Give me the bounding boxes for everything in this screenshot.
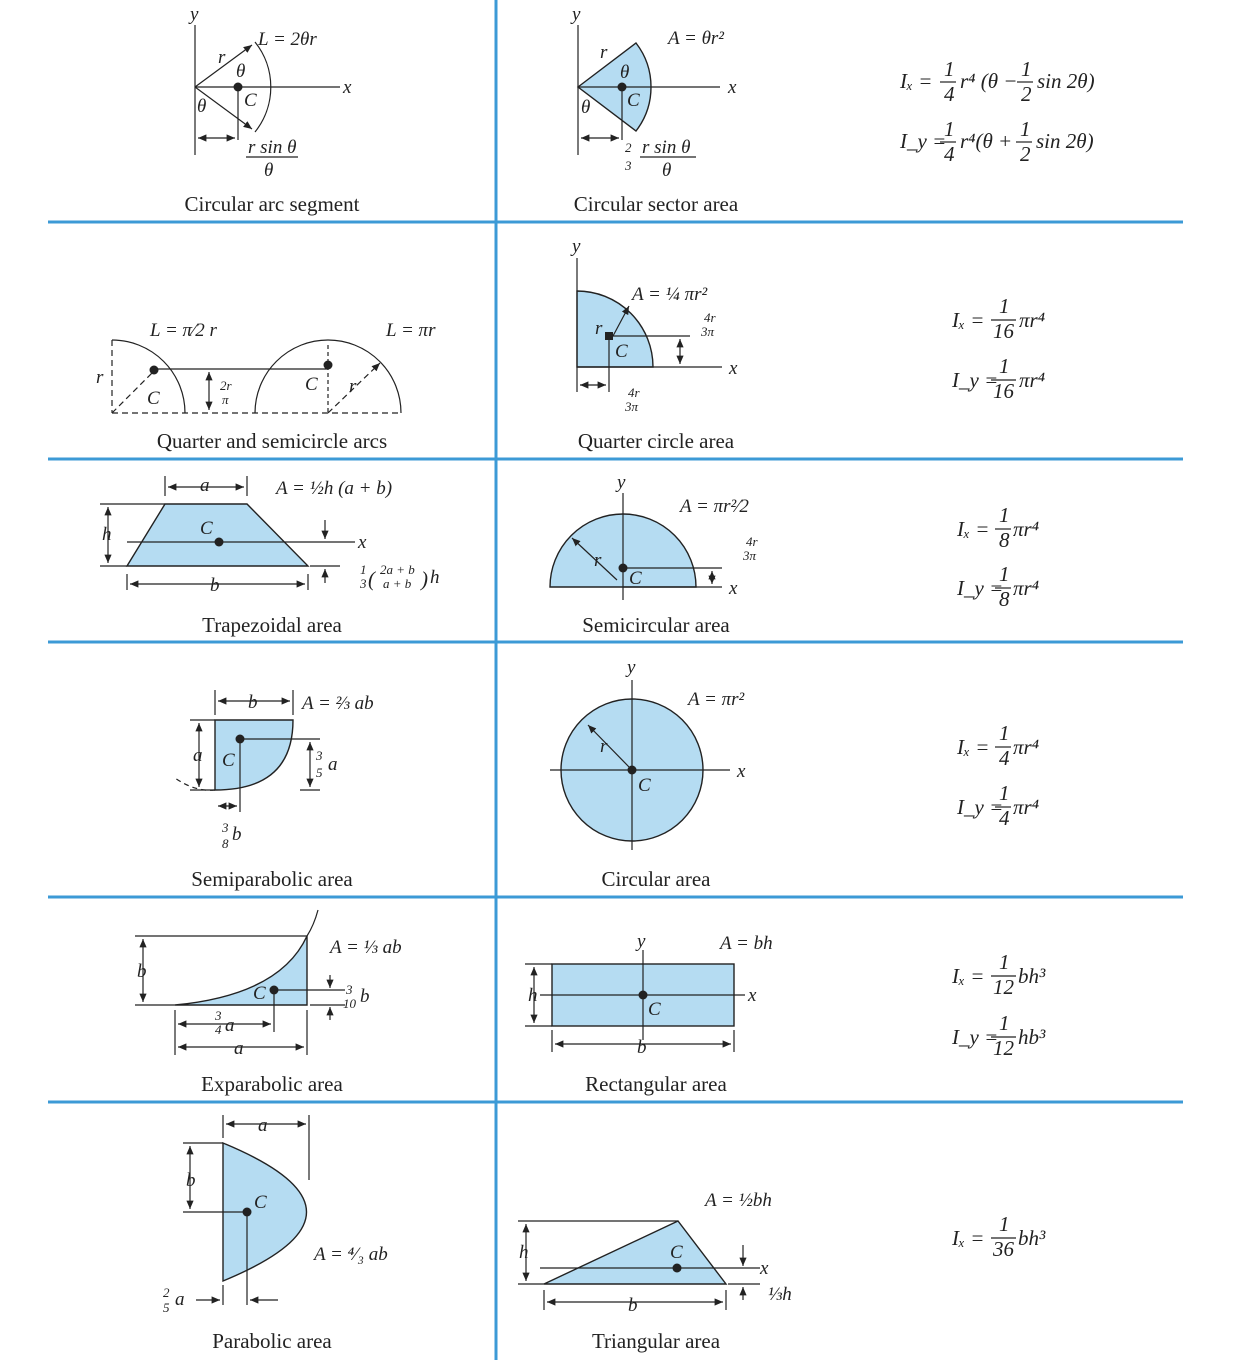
x-label: x — [729, 578, 738, 599]
svg-text:hb³: hb³ — [1018, 1025, 1046, 1049]
dim-numerator: r sin θ — [248, 137, 297, 158]
dim-a-denominator: 4 — [215, 1022, 222, 1037]
centroid-label: C — [627, 90, 640, 111]
svg-text:Iₓ =: Iₓ = — [952, 964, 985, 988]
x-label: x — [343, 77, 352, 98]
h-label: h — [528, 985, 538, 1006]
b-label: b — [628, 1295, 638, 1316]
x-label: x — [748, 985, 757, 1006]
caption-semiparabolic: Semiparabolic area — [191, 867, 353, 891]
svg-text:r⁴(θ +: r⁴(θ + — [960, 129, 1013, 153]
caption-circle: Circular area — [601, 867, 711, 891]
svg-text:1: 1 — [999, 562, 1010, 586]
x-label: x — [737, 761, 746, 782]
quarter-circle-figure — [570, 236, 738, 414]
row5-formulas — [951, 950, 1046, 1060]
svg-text:Iₓ =: Iₓ = — [900, 69, 933, 93]
svg-text:1: 1 — [999, 294, 1010, 318]
caption-sector: Circular sector area — [573, 192, 739, 216]
svg-text:Iₓ =: Iₓ = — [952, 308, 985, 332]
dim-tail: a — [175, 1289, 185, 1310]
x-label: x — [358, 532, 367, 553]
svg-text:I_y =: I_y = — [952, 368, 999, 392]
L2-label: L = πr — [386, 320, 436, 341]
svg-text:(: ( — [368, 567, 375, 591]
svg-text:8: 8 — [999, 587, 1010, 611]
theta-top-label: θ — [620, 62, 630, 83]
svg-text:1: 1 — [999, 1212, 1010, 1236]
caption-triangle: Triangular area — [591, 1329, 721, 1353]
svg-text:1: 1 — [999, 950, 1010, 974]
dim-a-denominator: 5 — [316, 765, 323, 780]
dim-b-numerator: 3 — [346, 982, 353, 997]
svg-text:1: 1 — [944, 57, 955, 81]
radius-label: r — [218, 47, 226, 68]
svg-text:I_y =: I_y = — [957, 576, 1004, 600]
svg-text:Iₓ =: Iₓ = — [957, 517, 990, 541]
b-label: b — [248, 692, 258, 713]
a-label: a — [200, 475, 210, 496]
svg-text:πr⁴: πr⁴ — [1013, 735, 1039, 759]
dim-denominator: π — [222, 392, 229, 407]
caption-rectangle: Rectangular area — [585, 1072, 727, 1096]
paren-denominator: a + b — [383, 576, 412, 591]
radius-label: r — [595, 318, 603, 339]
area-label: A = ¼ πr² — [632, 284, 708, 305]
semiparabolic-figure — [175, 690, 374, 851]
svg-text:πr⁴: πr⁴ — [1013, 517, 1039, 541]
svg-text:1: 1 — [999, 503, 1010, 527]
theta-bottom-label: θ — [581, 97, 591, 118]
frac-denominator: 3 — [625, 158, 632, 173]
rectangle-figure — [525, 931, 773, 1058]
dim-denominator: 5 — [163, 1300, 170, 1315]
dim-numerator: 2 — [163, 1285, 170, 1300]
theta-top-label: θ — [236, 61, 246, 82]
area-label: A = πr² — [688, 689, 745, 710]
svg-text:12: 12 — [993, 975, 1014, 999]
dim-numerator: 4r — [746, 534, 758, 549]
frac-denominator: 3 — [360, 576, 367, 591]
dim-b-denominator: 10 — [343, 996, 356, 1011]
y-label: y — [572, 236, 581, 257]
svg-text:4: 4 — [944, 82, 955, 106]
svg-text:πr⁴: πr⁴ — [1019, 308, 1045, 332]
caption-quarter-circle: Quarter circle area — [577, 429, 735, 453]
dim-b-tail: b — [232, 824, 242, 845]
svg-text:1: 1 — [999, 1011, 1010, 1035]
dim-b-tail: b — [360, 986, 370, 1007]
caption-semicircle: Semicircular area — [582, 613, 730, 637]
b-label: b — [210, 575, 220, 596]
dim2-numerator: 4r — [628, 385, 640, 400]
svg-text:Iₓ =: Iₓ = — [957, 735, 990, 759]
dim-b-numerator: 3 — [222, 820, 229, 835]
centroid-label: C — [648, 999, 661, 1020]
quarter-semicircle-arcs-figure — [96, 320, 436, 413]
third-h-label: ⅓h — [768, 1284, 792, 1305]
area-label: A = ⅔ ab — [302, 693, 374, 714]
dim-b-denominator: 8 — [222, 836, 229, 851]
svg-text:1: 1 — [999, 721, 1010, 745]
dim-a-tail: a — [225, 1015, 235, 1036]
h-label: h — [102, 524, 112, 545]
circle-figure — [550, 657, 746, 850]
h-tail-label: h — [430, 567, 440, 588]
caption-exparabolic: Exparabolic area — [201, 1072, 343, 1096]
centroid-label: C — [615, 341, 628, 362]
radius-label: r — [600, 42, 608, 63]
b-label: b — [137, 961, 147, 982]
caption-quarter-semicircle: Quarter and semicircle arcs — [156, 429, 388, 453]
centroid-label: C — [638, 775, 651, 796]
svg-text:2: 2 — [1021, 82, 1032, 106]
svg-text:πr⁴: πr⁴ — [1013, 576, 1039, 600]
svg-text:I_y =: I_y = — [952, 1025, 999, 1049]
dim-numerator: 4r — [704, 310, 716, 325]
svg-text:1: 1 — [1021, 57, 1032, 81]
row1-formulas — [899, 57, 1095, 166]
row3-formulas — [956, 503, 1039, 611]
y-label: y — [637, 931, 646, 952]
length-label: L = 2θr — [258, 29, 317, 50]
x-label: x — [728, 77, 737, 98]
theta-bottom-label: θ — [197, 96, 207, 117]
svg-text:8: 8 — [999, 528, 1010, 552]
paren-numerator: 2a + b — [380, 562, 415, 577]
centroid-label: C — [222, 750, 235, 771]
radius-label: r — [594, 550, 602, 571]
svg-text:πr⁴: πr⁴ — [1019, 368, 1045, 392]
row6-formulas — [951, 1212, 1046, 1261]
area-label: A = πr²⁄2 — [680, 496, 749, 517]
frac-numerator: 2 — [625, 140, 632, 155]
centroid-label: C — [244, 90, 257, 111]
a-label: a — [234, 1038, 244, 1059]
svg-text:1: 1 — [999, 354, 1010, 378]
dim-denominator: θ — [264, 160, 274, 181]
svg-text:sin 2θ): sin 2θ) — [1036, 129, 1094, 153]
svg-text:): ) — [421, 567, 428, 591]
svg-text:1: 1 — [999, 781, 1010, 805]
y-label: y — [617, 472, 626, 493]
svg-text:I_y =: I_y = — [957, 795, 1004, 819]
area-label: A = bh — [720, 933, 773, 954]
svg-text:πr⁴: πr⁴ — [1013, 795, 1039, 819]
svg-text:16: 16 — [993, 379, 1014, 403]
dim-numerator: 2r — [220, 378, 232, 393]
svg-text:1: 1 — [944, 117, 955, 141]
centroid-1-label: C — [147, 388, 160, 409]
svg-text:4: 4 — [999, 806, 1010, 830]
r-right-label: r — [349, 376, 357, 397]
area-label: A = ½h (a + b) — [276, 478, 393, 499]
y-label: y — [572, 4, 581, 25]
parabolic-figure — [163, 1115, 388, 1315]
centroid-label: C — [670, 1242, 683, 1263]
dim-numerator: r sin θ — [642, 137, 691, 158]
svg-text:I_y =: I_y = — [900, 129, 947, 153]
L1-label: L = π⁄2 r — [150, 320, 217, 341]
dim-denominator: 3π — [743, 548, 757, 563]
svg-text:sin 2θ): sin 2θ) — [1037, 69, 1095, 93]
x-label: x — [760, 1258, 769, 1279]
arc-segment-figure — [188, 4, 352, 181]
triangle-figure — [518, 1190, 792, 1316]
exparabolic-figure — [135, 910, 402, 1059]
a-label: a — [258, 1115, 268, 1136]
y-label: y — [190, 4, 199, 25]
radius-label: r — [600, 736, 608, 757]
svg-text:4: 4 — [944, 142, 955, 166]
r-left-label: r — [96, 367, 104, 388]
frac-numerator: 1 — [360, 562, 367, 577]
area-label: A = ⅓ ab — [330, 937, 402, 958]
centroid-2-label: C — [305, 374, 318, 395]
a-label: a — [193, 745, 203, 766]
b-label: b — [186, 1170, 196, 1191]
svg-text:bh³: bh³ — [1018, 964, 1046, 988]
row4-formulas — [956, 721, 1039, 830]
svg-text:1: 1 — [1020, 117, 1031, 141]
semicircle-figure — [550, 472, 759, 600]
svg-text:bh³: bh³ — [1018, 1226, 1046, 1250]
trapezoid-figure — [100, 475, 440, 596]
area-label: A = ⁴⁄₃ ab — [314, 1244, 388, 1265]
sector-figure — [570, 4, 737, 181]
area-label: A = θr² — [668, 28, 725, 49]
dim-a-tail: a — [328, 754, 338, 775]
dim-a-numerator: 3 — [215, 1008, 222, 1023]
svg-text:r⁴ (θ −: r⁴ (θ − — [960, 69, 1018, 93]
svg-text:12: 12 — [993, 1036, 1014, 1060]
centroid-label: C — [254, 1192, 267, 1213]
x-label: x — [729, 358, 738, 379]
area-label: A = ½bh — [705, 1190, 772, 1211]
centroid-label: C — [200, 518, 213, 539]
centroid-label: C — [253, 983, 266, 1004]
svg-text:Iₓ =: Iₓ = — [952, 1226, 985, 1250]
y-label: y — [627, 657, 636, 678]
caption-trapezoid: Trapezoidal area — [202, 613, 342, 637]
svg-text:2: 2 — [1020, 142, 1031, 166]
h-label: h — [519, 1242, 529, 1263]
svg-text:36: 36 — [993, 1237, 1014, 1261]
dim2-denominator: 3π — [625, 399, 639, 414]
dim-denominator: 3π — [701, 324, 715, 339]
caption-arc-segment: Circular arc segment — [184, 192, 360, 216]
caption-parabolic: Parabolic area — [212, 1329, 332, 1353]
b-label: b — [637, 1037, 647, 1058]
svg-text:4: 4 — [999, 746, 1010, 770]
dim-denominator: θ — [662, 160, 672, 181]
svg-text:16: 16 — [993, 319, 1014, 343]
dim-a-numerator: 3 — [316, 748, 323, 763]
row2-formulas — [951, 294, 1045, 403]
centroid-label: C — [629, 568, 642, 589]
